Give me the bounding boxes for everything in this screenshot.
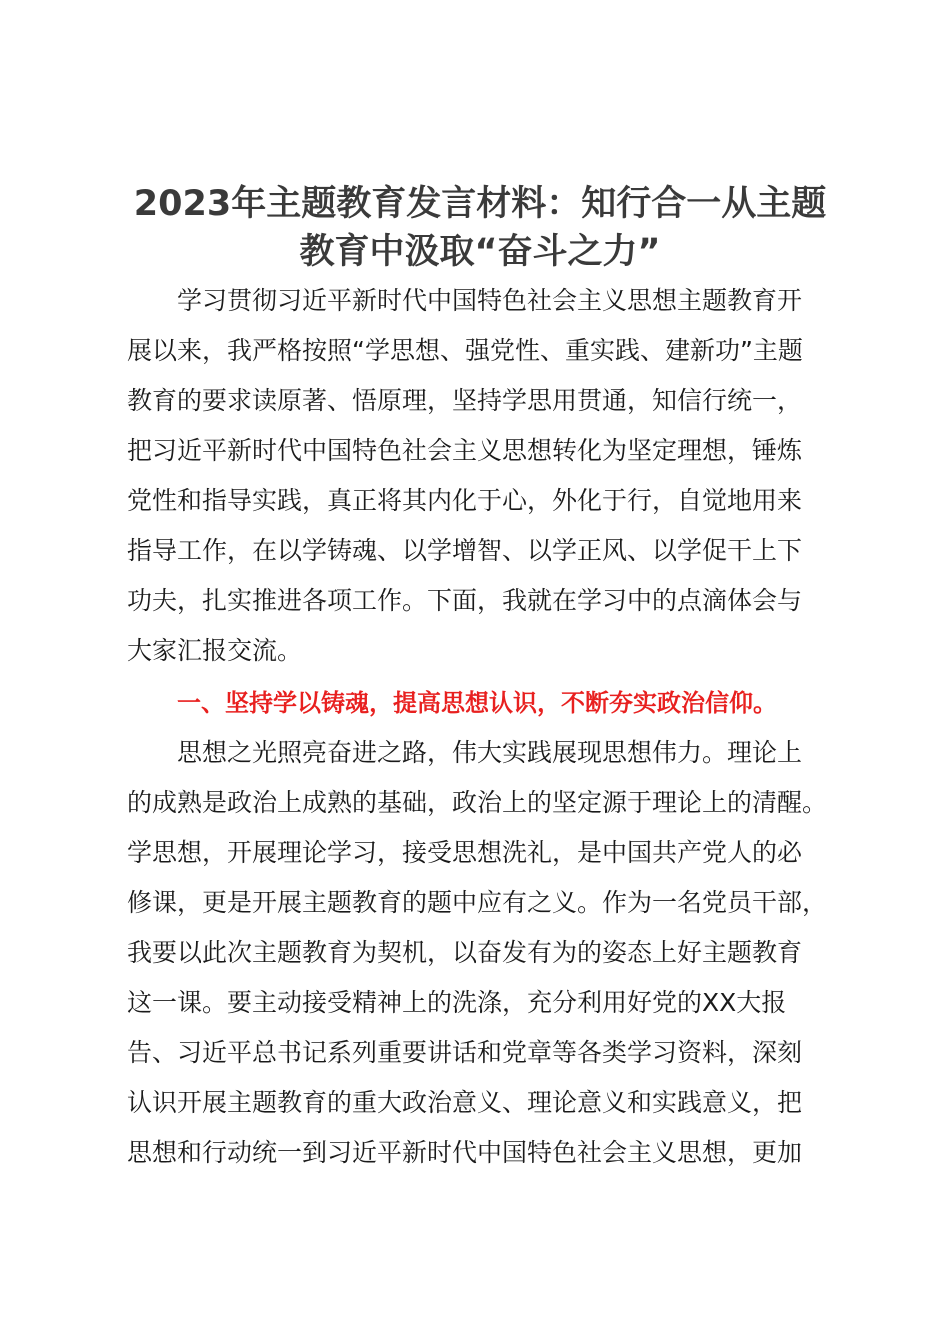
paragraph-line: 认识开展主题教育的重大政治意义、理论意义和实践意义，把 bbox=[127, 1088, 803, 1117]
document-title-line-2: 教育中汲取“奋斗之力” bbox=[299, 232, 661, 272]
paragraph-line: 把习近平新时代中国特色社会主义思想转化为坚定理想，锤炼 bbox=[127, 436, 803, 465]
paragraph-line: 大家汇报交流。 bbox=[127, 636, 303, 665]
paragraph-line: 展以来，我严格按照“学思想、强党性、重实践、建新功”主题 bbox=[127, 336, 803, 365]
paragraph-line: 的成熟是政治上成熟的基础，政治上的坚定源于理论上的清醒。 bbox=[127, 788, 828, 817]
paragraph-line: 修课，更是开展主题教育的题中应有之义。作为一名党员干部， bbox=[127, 888, 828, 917]
paragraph-line: 思想和行动统一到习近平新时代中国特色社会主义思想，更加 bbox=[127, 1138, 803, 1167]
paragraph-line: 党性和指导实践，真正将其内化于心，外化于行，自觉地用来 bbox=[127, 486, 803, 515]
paragraph-line: 这一课。要主动接受精神上的洗涤，充分利用好党的XX大报 bbox=[127, 988, 787, 1017]
paragraph-line: 学习贯彻习近平新时代中国特色社会主义思想主题教育开 bbox=[177, 286, 803, 315]
paragraph-line: 学思想，开展理论学习，接受思想洗礼，是中国共产党人的必 bbox=[127, 838, 803, 867]
section-1-heading: 一、坚持学以铸魂，提高思想认识，不断夯实政治信仰。 bbox=[177, 689, 777, 717]
paragraph-line: 告、习近平总书记系列重要讲话和党章等各类学习资料，深刻 bbox=[127, 1038, 803, 1067]
document-title-line-1: 2023年主题教育发言材料：知行合一从主题 bbox=[133, 184, 827, 224]
paragraph-line: 指导工作，在以学铸魂、以学增智、以学正风、以学促干上下 bbox=[127, 536, 803, 565]
paragraph-line: 思想之光照亮奋进之路，伟大实践展现思想伟力。理论上 bbox=[177, 738, 803, 767]
paragraph-line: 教育的要求读原著、悟原理，坚持学思用贯通，知信行统一， bbox=[127, 386, 803, 415]
paragraph-line: 功夫，扎实推进各项工作。下面，我就在学习中的点滴体会与 bbox=[127, 586, 803, 615]
paragraph-line: 我要以此次主题教育为契机，以奋发有为的姿态上好主题教育 bbox=[127, 938, 803, 967]
